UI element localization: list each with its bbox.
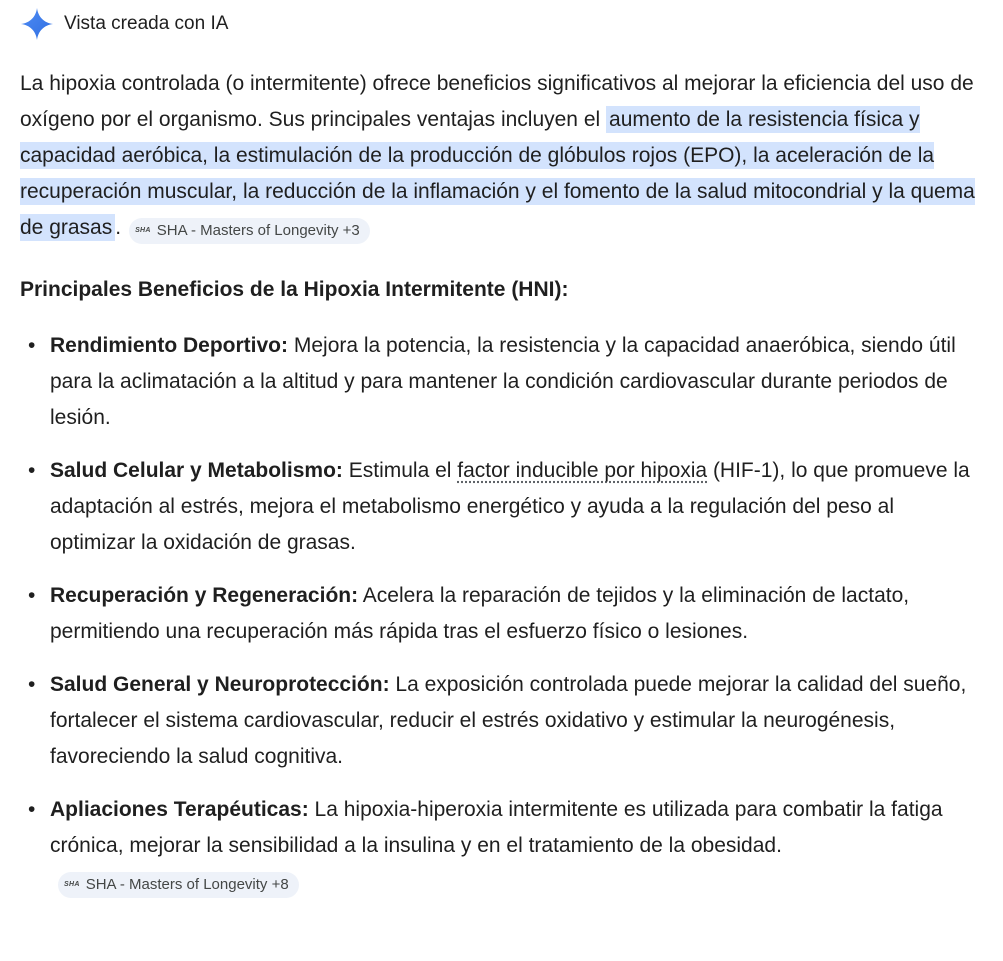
benefit-text: (HIF-1), lo que promueve la adaptación al estrés, mejora el metabolismo energético y ayuda a la regulación del peso al optimizar la oxidación de grasas. xyxy=(50,459,970,554)
list-item xyxy=(20,453,980,561)
bullet-icon: • xyxy=(28,334,36,357)
section-heading: Principales Beneficios de la Hipoxia Intermitente (HNI): xyxy=(20,278,569,301)
bullet-icon: • xyxy=(28,584,36,607)
citation-label: SHA - Masters of Longevity +3 xyxy=(156,222,360,239)
list-item xyxy=(20,792,980,900)
benefit-text: La hipoxia-hiperoxia intermitente es utilizada para combatir la fatiga crónica, mejorar la sensibilidad a la insulina y en el tratamiento de la obesidad. xyxy=(50,798,943,857)
benefit-term: Rendimiento Deportivo: xyxy=(50,334,289,357)
ai-overview-header xyxy=(20,6,228,42)
benefit-text: Estimula el xyxy=(342,459,458,482)
bullet-icon: • xyxy=(28,673,36,696)
benefit-term: Salud General y Neuroprotección: xyxy=(50,673,390,696)
source-logo-icon: SHA xyxy=(64,881,80,888)
bullet-icon: • xyxy=(28,798,36,821)
term-definition-link[interactable]: factor inducible por hipoxia xyxy=(457,459,708,482)
benefits-list xyxy=(20,328,980,900)
intro-paragraph xyxy=(20,66,980,246)
bullet-icon: • xyxy=(28,459,36,482)
source-logo-icon: SHA xyxy=(135,227,151,234)
benefit-term: Recuperación y Regeneración: xyxy=(50,584,359,607)
list-item xyxy=(20,667,980,775)
benefit-term: Salud Celular y Metabolismo: xyxy=(50,459,343,482)
benefit-text: Mejora la potencia, la resistencia y la capacidad anaeróbica, siendo útil para la aclimatación a la altitud y para mantener la condición cardiovascular durante periodos de lesión. xyxy=(50,334,956,429)
citation-chip[interactable] xyxy=(58,872,299,898)
ai-overview-content xyxy=(20,66,980,917)
intro-period: . xyxy=(115,216,122,239)
ai-overview-title: Vista creada con IA xyxy=(64,13,229,34)
intro-highlight[interactable]: aumento de la resistencia física y capacidad aeróbica, la estimulación de la producción de glóbulos rojos (EPO), la aceleración de la recuperación muscular, la reducción de la inflamación y el fomento de la salud mitocondrial y la quema de grasas xyxy=(20,108,975,239)
benefit-text: La exposición controlada puede mejorar la calidad del sueño, fortalecer el sistema cardiovascular, reducir el estrés oxidativo y estimular la neurogénesis, favoreciendo la salud cognitiva. xyxy=(50,673,967,768)
benefit-text: Acelera la reparación de tejidos y la eliminación de lactato, permitiendo una recuperación más rápida tras el esfuerzo físico o lesiones. xyxy=(50,584,910,643)
list-item xyxy=(20,328,980,436)
benefit-term: Apliaciones Terapéuticas: xyxy=(50,798,309,821)
intro-text: La hipoxia controlada (o intermitente) ofrece beneficios significativos al mejorar la eficiencia del uso de oxígeno por el organismo. Sus principales ventajas incluyen el xyxy=(20,72,974,131)
sparkle-icon xyxy=(20,7,54,41)
citation-label: SHA - Masters of Longevity +8 xyxy=(85,876,289,893)
list-item xyxy=(20,578,980,650)
citation-chip[interactable] xyxy=(129,218,370,244)
